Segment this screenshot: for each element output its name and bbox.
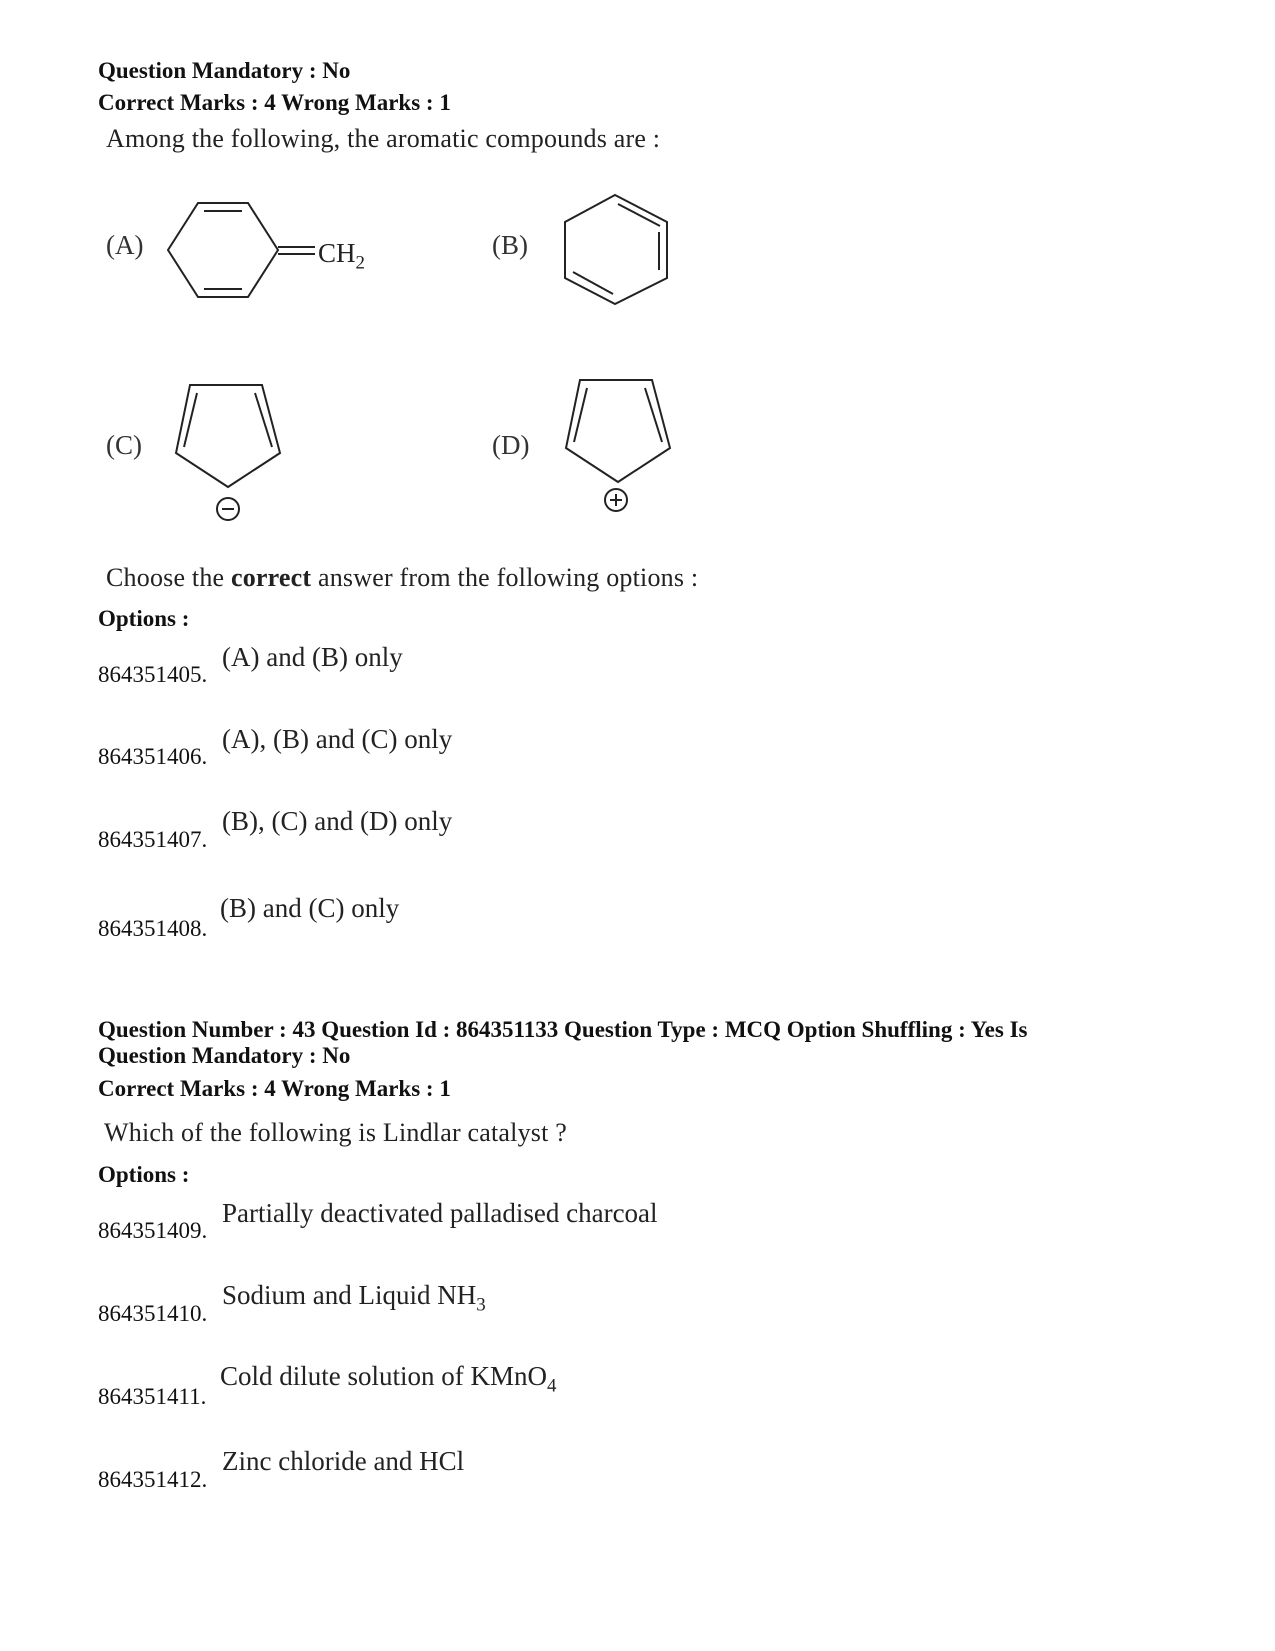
option-text-subscript: 4 <box>547 1375 557 1397</box>
option-text[interactable]: Partially deactivated palladised charcoal <box>222 1198 658 1228</box>
ch2-text: CH <box>318 238 356 268</box>
option-id: 864351412. <box>98 1467 208 1492</box>
option-id: 864351409. <box>98 1218 208 1243</box>
question-mandatory: Question Mandatory : No <box>98 58 351 83</box>
option-text-main: Cold dilute solution of KMnO <box>220 1361 548 1391</box>
option-text[interactable]: Zinc chloride and HCl <box>222 1446 465 1476</box>
choose-prompt <box>106 563 698 593</box>
option-text[interactable] <box>220 1361 557 1397</box>
structure-d-cyclopentadienyl-cation <box>560 380 680 520</box>
option-id: 864351410. <box>98 1301 208 1326</box>
option-text-main: Sodium and Liquid NH <box>222 1280 477 1310</box>
question-header: Question Number : 43 Question Id : 864351133 Question Type : MCQ Option Shuffling : Yes Is <box>98 1017 1028 1042</box>
structure-c-cyclopentadienyl-anion <box>170 385 290 525</box>
question-text: Among the following, the aromatic compounds are : <box>106 124 661 153</box>
option-id: 864351411. <box>98 1384 207 1409</box>
question-text: Which of the following is Lindlar catalyst ? <box>104 1118 567 1147</box>
double-bond-c2 <box>255 393 272 447</box>
question-mandatory: Question Mandatory : No <box>98 1043 351 1068</box>
structure-b-label: (B) <box>492 230 528 260</box>
option-id: 864351406. <box>98 744 208 769</box>
double-bond-b3 <box>573 272 613 294</box>
structure-c-label: (C) <box>106 430 142 460</box>
double-bond-d2 <box>645 388 662 442</box>
option-text[interactable] <box>222 1280 486 1316</box>
ring-c <box>176 385 280 487</box>
prompt-bold: correct <box>230 563 312 592</box>
option-id: 864351408. <box>98 916 208 941</box>
option-text[interactable]: (A) and (B) only <box>222 642 403 672</box>
structure-d-label: (D) <box>492 430 530 460</box>
option-id: 864351407. <box>98 827 208 852</box>
structure-a-label: (A) <box>106 230 144 260</box>
option-text[interactable]: (B) and (C) only <box>220 893 400 923</box>
ch2-subscript: 2 <box>355 252 365 274</box>
prompt-post: answer from the following options : <box>311 563 699 592</box>
ch2-group <box>318 238 365 274</box>
option-text[interactable]: (B), (C) and (D) only <box>222 806 453 836</box>
question-marks: Correct Marks : 4 Wrong Marks : 1 <box>98 1076 451 1101</box>
option-text-subscript: 3 <box>476 1294 486 1316</box>
prompt-pre: Choose the <box>106 563 231 592</box>
structure-b-benzene <box>560 190 675 310</box>
option-id: 864351405. <box>98 662 208 687</box>
options-label: Options : <box>98 1162 190 1187</box>
options-label: Options : <box>98 606 190 631</box>
ring-b <box>565 195 667 304</box>
ring-a <box>168 203 278 297</box>
question-marks: Correct Marks : 4 Wrong Marks : 1 <box>98 90 451 115</box>
option-text[interactable]: (A), (B) and (C) only <box>222 724 453 754</box>
ring-d <box>566 380 670 482</box>
